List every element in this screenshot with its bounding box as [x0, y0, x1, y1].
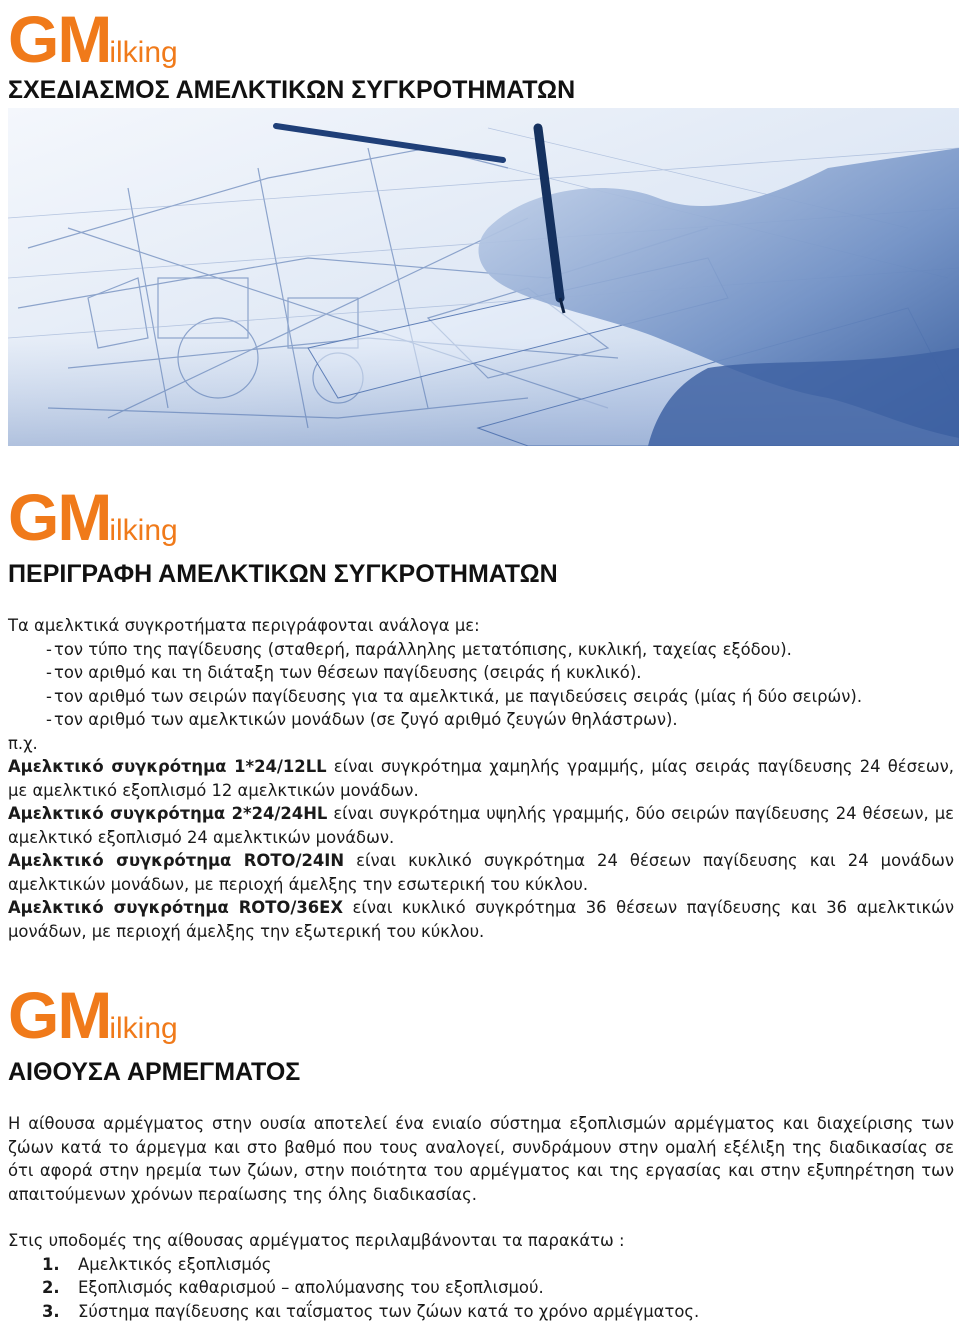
- item-number: 2.: [42, 1278, 60, 1297]
- logo-ilking: ilking: [109, 36, 178, 69]
- gmilking-logo: [8, 2, 178, 76]
- logo-ilking: ilking: [109, 514, 178, 547]
- list-item: [8, 1300, 954, 1324]
- list-item: [8, 685, 954, 709]
- example-model-name: Αμελκτικό συγκρότημα ROTO/36EX: [8, 898, 343, 917]
- milking-parlor-paragraph: Η αίθουσα αρμέγματος στην ουσία αποτελεί ένα ενιαίο σύστημα εξοπλισμών αρμέγματος και διαχείρισης των ζώων κατά το άρμεγμα και στο βαθμό που τους αναλογεί, συνδράμουν στην ομαλή εξέλιξη της διαδικασίας σε ότι αφορά στην ηρεμία των ζώων, στην ποιότητα του αρμέγματος και της εργασίας και στην εξυπηρέτηση των απαιτούμενων χρόνων περαίωσης της όλης διαδικασίας.: [8, 1114, 954, 1204]
- blueprint-drafting-illustration: [8, 108, 959, 446]
- example-paragraph: [8, 849, 954, 896]
- bullet-text: τον αριθμό των αμελκτικών μονάδων (σε ζυγό αριθμό ζευγών θηλάστρων).: [54, 710, 678, 729]
- list-item: [8, 638, 954, 662]
- example-paragraph: [8, 896, 954, 943]
- section-title-description: ΠΕΡΙΓΡΑΦΗ ΑΜΕΛΚΤΙΚΩΝ ΣΥΓΚΡΟΤΗΜΑΤΩΝ: [8, 560, 558, 588]
- bullet-text: τον αριθμό και τη διάταξη των θέσεων παγίδευσης (σειράς ή κυκλικό).: [54, 663, 642, 682]
- item-number: 3.: [42, 1301, 60, 1321]
- section-title-milking-parlor: ΑΙΘΟΥΣΑ ΑΡΜΕΓΜΑΤΟΣ: [8, 1058, 301, 1086]
- example-label: π.χ.: [8, 733, 38, 753]
- example-model-name: Αμελκτικό συγκρότημα 1*24/12LL: [8, 757, 327, 776]
- logo-gm: GM: [8, 480, 111, 554]
- bullet-text: τον τύπο της παγίδευσης (σταθερή, παράλληλης μετατόπισης, κυκλική, ταχείας εξόδου).: [54, 639, 792, 659]
- example-text: είναι κυκλικό συγκρότημα 24 θέσεων παγίδευσης και 24 μονάδων αμελκτικών μονάδων, με περιοχή άμελξης την εσωτερική του κύκλου.: [8, 851, 954, 894]
- description-bullet-list: [8, 638, 954, 732]
- section-title-design: ΣΧΕΔΙΑΣΜΟΣ ΑΜΕΛΚΤΙΚΩΝ ΣΥΓΚΡΟΤΗΜΑΤΩΝ: [8, 76, 576, 104]
- example-paragraph: [8, 755, 954, 802]
- gmilking-logo: [8, 978, 178, 1052]
- item-number: 1.: [42, 1254, 60, 1274]
- description-body: [8, 614, 954, 943]
- list-item: [8, 1276, 954, 1300]
- example-text: είναι συγκρότημα υψηλής γραμμής, δύο σειρών παγίδευσης 24 θέσεων, με αμελκτικό εξοπλισμό 24 αμελκτικών μονάδων.: [8, 804, 955, 847]
- item-text: Αμελκτικός εξοπλισμός: [78, 1254, 272, 1274]
- list-item: [8, 1253, 954, 1277]
- example-model-name: Αμελκτικό συγκρότημα 2*24/24HL: [8, 804, 328, 823]
- item-text: Εξοπλισμός καθαρισμού – απολύμανσης του εξοπλισμού.: [78, 1278, 544, 1297]
- logo-gm: GM: [8, 2, 111, 76]
- example-model-name: Αμελκτικό συγκρότημα ROTO/24IN: [8, 851, 345, 870]
- bullet-dash: -: [46, 639, 52, 659]
- bullet-dash: -: [46, 686, 52, 706]
- item-text: Σύστημα παγίδευσης και ταΐσματος των ζώων κατά το χρόνο αρμέγματος.: [78, 1301, 700, 1321]
- bullet-text: τον αριθμό των σειρών παγίδευσης για τα αμελκτικά, με παγιδεύσεις σειράς (μίας ή δύο σειρών).: [54, 686, 863, 706]
- list-item: [8, 708, 954, 732]
- milking-parlor-body: [8, 1112, 954, 1323]
- example-paragraph: [8, 802, 954, 849]
- gmilking-logo: [8, 480, 178, 554]
- example-text: είναι συγκρότημα χαμηλής γραμμής, μίας σειράς παγίδευσης 24 θέσεων, με αμελκτικό εξοπλισμό 12 αμελκτικών μονάδων.: [8, 757, 955, 800]
- example-text: είναι κυκλικό συγκρότημα 36 θέσεων παγίδευσης και 36 αμελκτικών μονάδων, με περιοχή άμελξης την εξωτερική του κύκλου.: [8, 898, 955, 941]
- logo-gm: GM: [8, 978, 111, 1052]
- description-intro: Τα αμελκτικά συγκροτήματα περιγράφονται ανάλογα με:: [8, 616, 480, 635]
- list-item: [8, 661, 954, 685]
- infrastructure-intro: Στις υποδομές της αίθουσας αρμέγματος περιλαμβάνονται τα παρακάτω :: [8, 1231, 625, 1250]
- bullet-dash: -: [46, 663, 52, 682]
- bullet-dash: -: [46, 710, 52, 729]
- logo-ilking: ilking: [109, 1012, 178, 1045]
- blueprint-drafting-photo: [8, 108, 959, 446]
- infrastructure-list: [8, 1253, 954, 1324]
